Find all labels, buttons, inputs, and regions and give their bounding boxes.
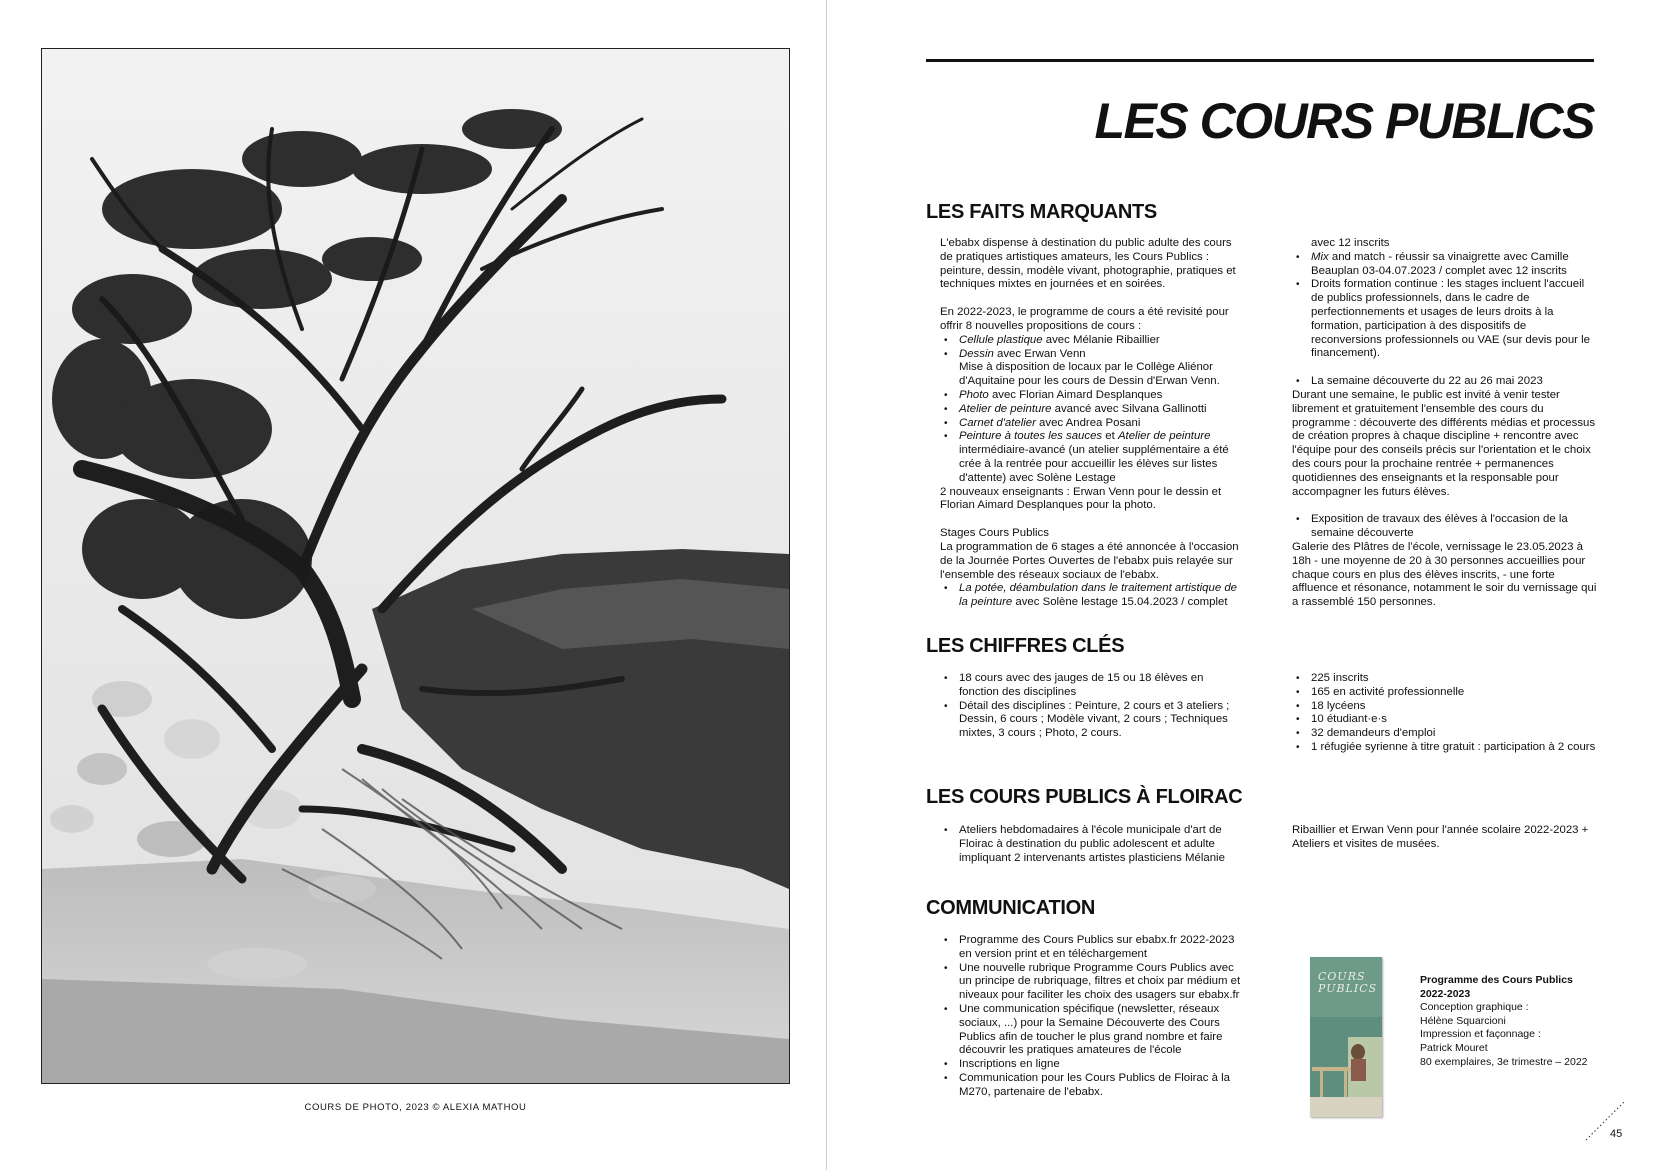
list-item: • La semaine découverte du 22 au 26 mai 2023: [1292, 375, 1599, 389]
faits-intro: L'ebabx dispense à destination du public adulte des cours de pratiques artistiques amateurs, les Cours Publics : peinture, dessin, modèle vivant, photographie, pratiques et techniques mixtes en journées et en soirées.: [940, 237, 1236, 291]
photograph: [41, 48, 790, 1084]
page-spine: [826, 0, 827, 1170]
title-rule: [926, 59, 1594, 62]
list-item: • Droits formation continue : les stages incluent l'accueil de publics professionnels, dans le cadre de perfectionnements et usages de leurs droits à la formation, participation à des dispositifs de reconversions professionnels ou VAE (sur devis pour le financement).: [1292, 278, 1599, 361]
list-item: • Une communication spécifique (newsletter, réseaux sociaux, ...) pour la Semaine Découverte des Cours Publics afin de toucher le plus grand nombre et faire découvrir les pratiques amateures de l'école: [940, 1003, 1246, 1058]
floirac-column-right: [1292, 824, 1599, 852]
list-item: • Communication pour les Cours Publics de Floirac à la M270, partenaire de l'ebabx.: [940, 1072, 1246, 1100]
new-courses-list: [940, 334, 1246, 486]
list-item: • 18 lycéens: [1292, 700, 1599, 714]
faits-column-right: [1292, 237, 1599, 610]
list-item: • Une nouvelle rubrique Programme Cours Publics avec un principe de rubriquage, filtres et choix par médium et niveaux pour faciliter les choix des usagers sur ebabx.fr: [940, 962, 1246, 1003]
page-title: LES COURS PUBLICS: [1094, 93, 1594, 149]
section-heading-faits: LES FAITS MARQUANTS: [926, 201, 1157, 223]
list-item: • Photo avec Florian Aimard Desplanques: [940, 389, 1246, 403]
page-number: 45: [1610, 1128, 1623, 1140]
list-item: • 10 étudiant·e·s: [1292, 713, 1599, 727]
list-item: • Ateliers hebdomadaires à l'école municipale d'art de Floirac à destination du public adolescent et adulte impliquant 2 intervenants artistes plasticiens Mélanie: [940, 824, 1246, 865]
communication-list-column: [940, 934, 1246, 1100]
list-item: • Détail des disciplines : Peinture, 2 cours et 3 ateliers ; Dessin, 6 cours ; Modèle vivant, 2 cours ; Techniques mixtes, 3 cours ; Photo, 2 cours.: [940, 700, 1246, 741]
stages-text: La programmation de 6 stages a été annoncée à l'occasion de la Journée Portes Ouvertes de l'ebabx puis relayée sur l'ensemble des réseaux sociaux de l'ebabx.: [940, 540, 1239, 581]
list-item: • Cellule plastique avec Mélanie Ribaillier: [940, 334, 1246, 348]
chiffres-column-left: [940, 672, 1246, 741]
stages-title: Stages Cours Publics: [940, 527, 1049, 540]
faits-program-intro: En 2022-2023, le programme de cours a été revisité pour offrir 8 nouvelles propositions de cours :: [940, 306, 1229, 332]
stage1-continued: avec 12 inscrits: [1311, 237, 1390, 249]
section-heading-chiffres: LES CHIFFRES CLÉS: [926, 635, 1125, 657]
chiffres-column-right: [1292, 672, 1599, 755]
new-teachers: 2 nouveaux enseignants : Erwan Venn pour le dessin et Florian Aimard Desplanques pour la photo.: [940, 485, 1222, 512]
programme-cover-image: [1310, 957, 1382, 1117]
list-item: • Mix and match - réussir sa vinaigrette avec Camille Beauplan 03-04.07.2023 / complet avec 12 inscrits: [1292, 251, 1599, 279]
list-item: • Peinture à toutes les sauces et Atelier de peinture intermédiaire-avancé (un atelier supplémentaire a été crée à la rentrée pour accueillir les élèves sur listes d'attente) avec Solène Lestage: [940, 430, 1246, 485]
faits-column-left: [940, 237, 1246, 610]
list-item: • 1 réfugiée syrienne à titre gratuit : participation à 2 cours: [1292, 741, 1599, 755]
cover-title: COURS PUBLICS: [1318, 970, 1378, 995]
list-item: • Programme des Cours Publics sur ebabx.fr 2022-2023 en version print et en téléchargement: [940, 934, 1246, 962]
floirac-text-continued: Ribaillier et Erwan Venn pour l'année scolaire 2022-2023 + Ateliers et visites de musées.: [1292, 824, 1589, 850]
list-item: • 18 cours avec des jauges de 15 ou 18 élèves en fonction des disciplines: [940, 672, 1246, 700]
list-item: • 165 en activité professionnelle: [1292, 686, 1599, 700]
list-item: • Atelier de peinture avancé avec Silvana Gallinotti: [940, 403, 1246, 417]
list-item: • La potée, déambulation dans le traitement artistique de la peinture avec Solène lestage 15.04.2023 / complet: [940, 582, 1246, 610]
list-item: • Inscriptions en ligne: [940, 1058, 1246, 1072]
list-item: • 32 demandeurs d'emploi: [1292, 727, 1599, 741]
list-item: • Dessin avec Erwan Venn Mise à disposition de locaux par le Collège Aliénor d'Aquitaine pour les cours de Dessin d'Erwan Venn.: [940, 348, 1246, 389]
expo-text: Galerie des Plâtres de l'école, vernissage le 23.05.2023 à 18h - une moyenne de 20 à 30 personnes accueillies pour chaque cours en plus des élèves inscrits, - une forte affluence et résonance, notamment le soir du vernissage qui a rassemblé 150 personnes.: [1292, 540, 1597, 609]
section-heading-communication: COMMUNICATION: [926, 897, 1096, 919]
section-heading-floirac: LES COURS PUBLICS À FLOIRAC: [926, 786, 1243, 808]
semaine-text: Durant une semaine, le public est invité à venir tester librement et gratuitement l'ensemble des cours du programme : découverte des différents médias et processus de création propres à chaque discipline + rencontre avec l'équipe pour des conseils précis sur l'orientation et le choix des cours pour la prochaine rentrée + permanences quotidiennes des enseignants et la responsable pour accompagner les futurs élèves.: [1292, 388, 1596, 498]
programme-credits: Programme des Cours Publics 2022-2023 Conception graphique : Hélène Squarcioni Impression et façonnage : Patrick Mouret 80 exemplaires, 3e trimestre – 2022: [1420, 974, 1600, 1069]
floirac-column-left: [940, 824, 1246, 865]
programme-title: Programme des Cours Publics 2022-2023: [1420, 974, 1573, 1000]
list-item: • 225 inscrits: [1292, 672, 1599, 686]
photo-caption: COURS DE PHOTO, 2023 © ALEXIA MATHOU: [304, 1102, 527, 1113]
list-item: • Exposition de travaux des élèves à l'occasion de la semaine découverte: [1292, 513, 1599, 541]
list-item: • Carnet d'atelier avec Andrea Posani: [940, 417, 1246, 431]
driftwood-photo-illustration: [42, 49, 789, 1083]
